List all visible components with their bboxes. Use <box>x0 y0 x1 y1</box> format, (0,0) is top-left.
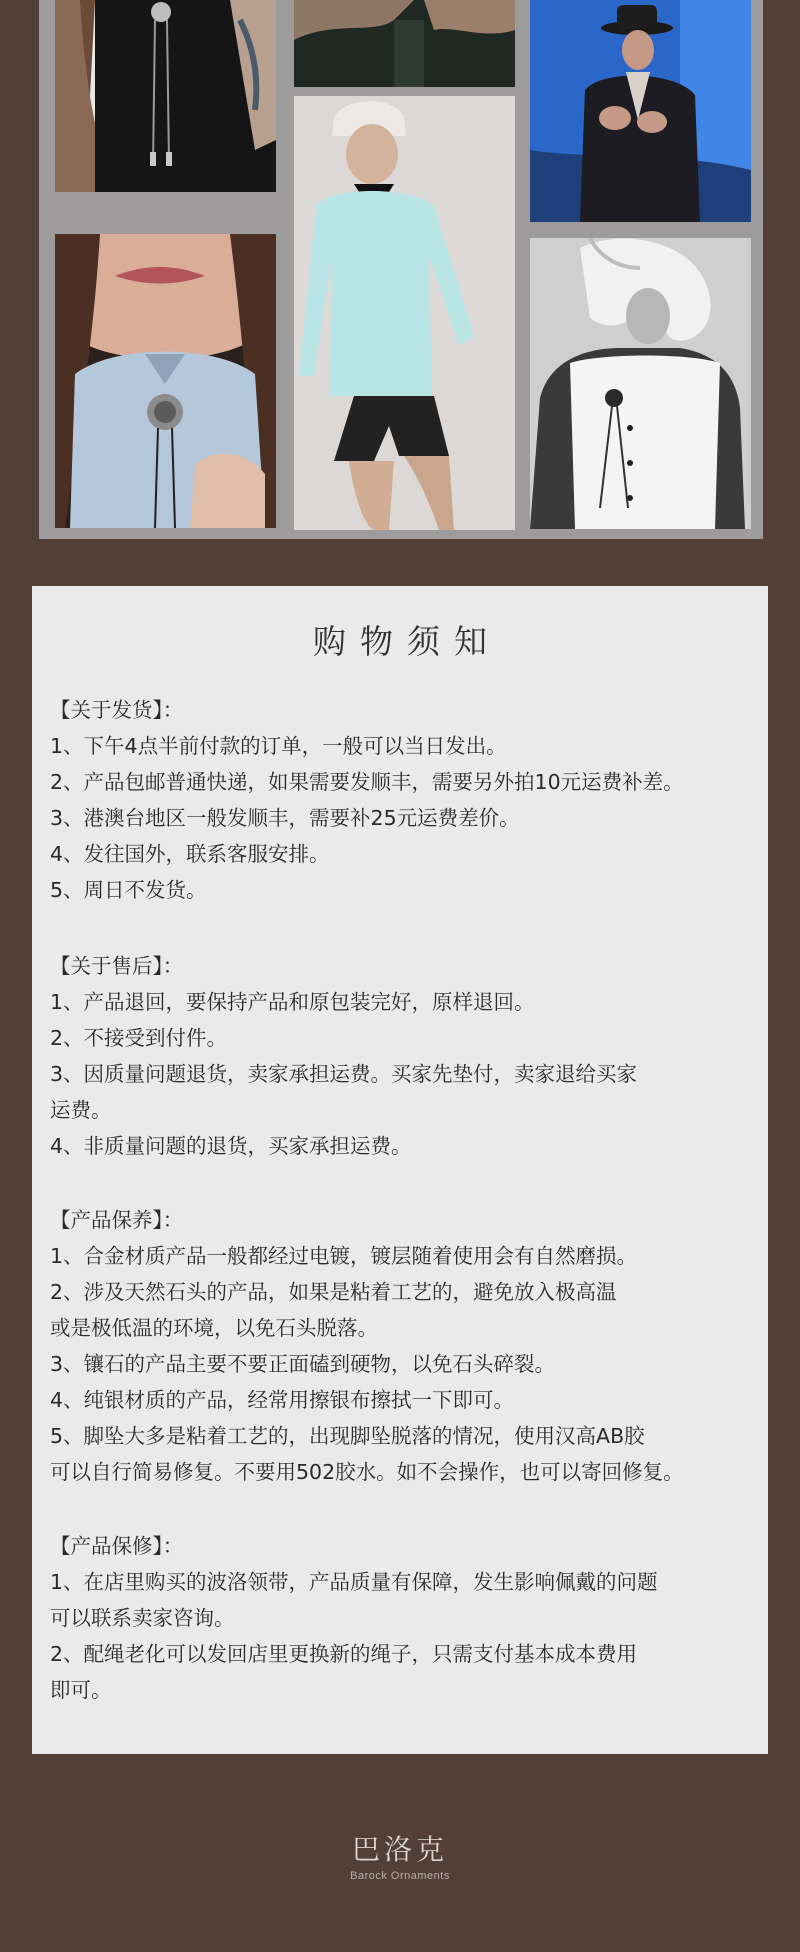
shopping-notice-card <box>32 586 768 1754</box>
notice-line: 1、合金材质产品一般都经过电镀，镀层随着使用会有自然磨损。 <box>50 1244 638 1268</box>
notice-line: 2、产品包邮普通快递，如果需要发顺丰，需要另外拍10元运费补差。 <box>50 770 684 794</box>
notice-line: 4、纯银材质的产品，经常用擦银布擦拭一下即可。 <box>50 1388 515 1412</box>
notice-line: 4、发往国外，联系客服安排。 <box>50 842 330 866</box>
notice-line: 可以自行简易修复。不要用502胶水。如不会操作，也可以寄回修复。 <box>50 1460 684 1484</box>
notice-line: 2、不接受到付件。 <box>50 1026 228 1050</box>
section-heading-shipping: 【关于发货】： <box>50 698 184 722</box>
notice-line: 3、镶石的产品主要不要正面磕到硬物，以免石头碎裂。 <box>50 1352 556 1376</box>
notice-line: 4、非质量问题的退货，买家承担运费。 <box>50 1134 412 1158</box>
photo-hands <box>294 0 515 87</box>
section-heading-care: 【产品保养】： <box>50 1208 184 1232</box>
photo-woman-black-top <box>55 0 276 192</box>
notice-line: 5、脚坠大多是粘着工艺的，出现脚坠脱落的情况，使用汉高AB胶 <box>50 1424 645 1448</box>
brand-name-en: Barock Ornaments <box>350 1870 450 1882</box>
notice-line: 2、涉及天然石头的产品，如果是粘着工艺的，避免放入极高温 <box>50 1280 617 1304</box>
notice-line: 或是极低温的环境，以免石头脱落。 <box>50 1316 378 1340</box>
notice-title: 购物须知 <box>313 622 501 661</box>
notice-line: 3、因质量问题退货，卖家承担运费。买家先垫付，卖家退给买家 <box>50 1062 638 1086</box>
photo-collage <box>39 0 763 539</box>
notice-line: 2、配绳老化可以发回店里更换新的绳子，只需支付基本成本费用 <box>50 1642 638 1666</box>
photo-woman-white-shirt <box>530 238 751 529</box>
notice-line: 即可。 <box>50 1678 112 1702</box>
brand-name-cn: 巴洛克 <box>351 1833 448 1866</box>
section-heading-warranty: 【产品保修】： <box>50 1534 184 1558</box>
notice-line: 1、在店里购买的波洛领带，产品质量有保障，发生影响佩戴的问题 <box>50 1570 658 1594</box>
notice-line: 1、产品退回，要保持产品和原包装完好，原样退回。 <box>50 990 535 1014</box>
notice-line: 3、港澳台地区一般发顺丰，需要补25元运费差价。 <box>50 806 520 830</box>
notice-line: 5、周日不发货。 <box>50 878 207 902</box>
notice-line: 可以联系卖家咨询。 <box>50 1606 235 1630</box>
notice-line: 1、下午4点半前付款的订单，一般可以当日发出。 <box>50 734 507 758</box>
photo-woman-blue-shirt <box>55 234 276 528</box>
section-heading-after-sales: 【关于售后】： <box>50 954 184 978</box>
photo-man-in-hat <box>530 0 751 222</box>
photo-man-light-sweater <box>294 96 515 530</box>
notice-line: 运费。 <box>50 1098 112 1122</box>
